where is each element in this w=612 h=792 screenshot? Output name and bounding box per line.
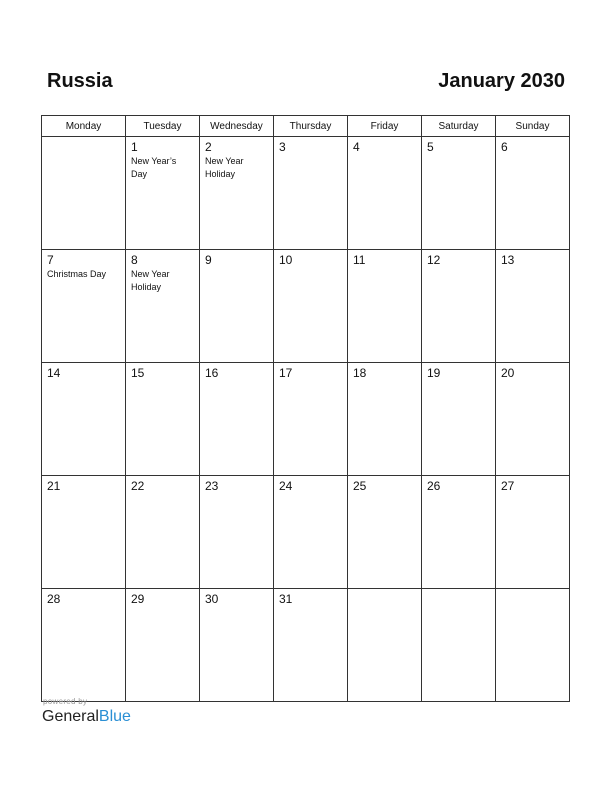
weekday-header-sunday: Sunday	[496, 116, 570, 137]
day-number: 2	[205, 140, 212, 154]
day-cell	[42, 250, 126, 363]
day-cell	[422, 137, 496, 250]
day-number: 18	[353, 366, 367, 380]
day-number: 9	[205, 253, 212, 267]
day-number: 25	[353, 479, 367, 493]
day-number: 28	[47, 592, 61, 606]
country-title: Russia	[47, 70, 113, 92]
day-number: 13	[501, 253, 515, 267]
day-cell	[126, 363, 200, 476]
day-cell	[348, 589, 422, 702]
day-cell	[496, 589, 570, 702]
day-cell	[274, 137, 348, 250]
day-cell	[274, 250, 348, 363]
powered-by-label: powered by	[43, 697, 88, 706]
day-cell	[422, 363, 496, 476]
day-cell	[422, 250, 496, 363]
day-number: 20	[501, 366, 515, 380]
day-cell	[496, 363, 570, 476]
day-cell	[348, 250, 422, 363]
day-number: 8	[131, 253, 138, 267]
day-number: 10	[279, 253, 293, 267]
day-cell	[42, 363, 126, 476]
day-number: 26	[427, 479, 441, 493]
day-cell	[200, 476, 274, 589]
weekday-header-row	[42, 116, 570, 137]
day-number: 16	[205, 366, 219, 380]
week-row	[42, 476, 570, 589]
day-cell	[126, 250, 200, 363]
day-cell	[274, 476, 348, 589]
day-number: 27	[501, 479, 515, 493]
holiday-label: New Year Holiday	[131, 269, 170, 292]
month-title: January 2030	[438, 70, 565, 92]
day-cell	[126, 137, 200, 250]
brand-name-general: General	[42, 708, 99, 725]
day-number: 24	[279, 479, 293, 493]
day-number: 17	[279, 366, 293, 380]
day-cell	[42, 476, 126, 589]
day-number: 11	[353, 253, 366, 267]
weekday-header-monday: Monday	[42, 116, 126, 137]
day-number: 1	[131, 140, 138, 154]
day-cell	[126, 476, 200, 589]
day-cell	[422, 476, 496, 589]
day-number: 19	[427, 366, 441, 380]
day-cell	[42, 137, 126, 250]
brand-logo	[42, 708, 131, 726]
day-cell	[200, 250, 274, 363]
day-number: 3	[279, 140, 286, 154]
day-number: 22	[131, 479, 145, 493]
day-cell	[274, 589, 348, 702]
weekday-header-wednesday: Wednesday	[200, 116, 274, 137]
day-cell	[126, 589, 200, 702]
day-cell	[274, 363, 348, 476]
day-cell	[200, 137, 274, 250]
day-number: 4	[353, 140, 360, 154]
day-number: 29	[131, 592, 145, 606]
day-cell	[496, 137, 570, 250]
day-number: 14	[47, 366, 61, 380]
brand-name-blue: Blue	[98, 708, 131, 725]
day-cell	[496, 476, 570, 589]
day-number: 21	[47, 479, 61, 493]
holiday-label: New Year’s Day	[131, 156, 177, 179]
week-row	[42, 137, 570, 250]
day-cell	[348, 363, 422, 476]
week-row	[42, 363, 570, 476]
weekday-header-saturday: Saturday	[422, 116, 496, 137]
day-number: 12	[427, 253, 441, 267]
week-row	[42, 250, 570, 363]
day-cell	[348, 137, 422, 250]
day-cell	[42, 589, 126, 702]
weekday-header-tuesday: Tuesday	[126, 116, 200, 137]
holiday-label: New Year Holiday	[205, 156, 244, 179]
day-cell	[200, 589, 274, 702]
day-number: 5	[427, 140, 434, 154]
week-row	[42, 589, 570, 702]
weekday-header-friday: Friday	[348, 116, 422, 137]
day-number: 23	[205, 479, 219, 493]
day-cell	[348, 476, 422, 589]
day-cell	[496, 250, 570, 363]
day-number: 30	[205, 592, 219, 606]
day-number: 15	[131, 366, 145, 380]
weekday-header-thursday: Thursday	[274, 116, 348, 137]
day-number: 6	[501, 140, 508, 154]
day-cell	[200, 363, 274, 476]
day-cell	[422, 589, 496, 702]
day-number: 7	[47, 253, 54, 267]
calendar-grid	[41, 115, 570, 702]
holiday-label: Christmas Day	[47, 269, 107, 279]
day-number: 31	[279, 592, 293, 606]
